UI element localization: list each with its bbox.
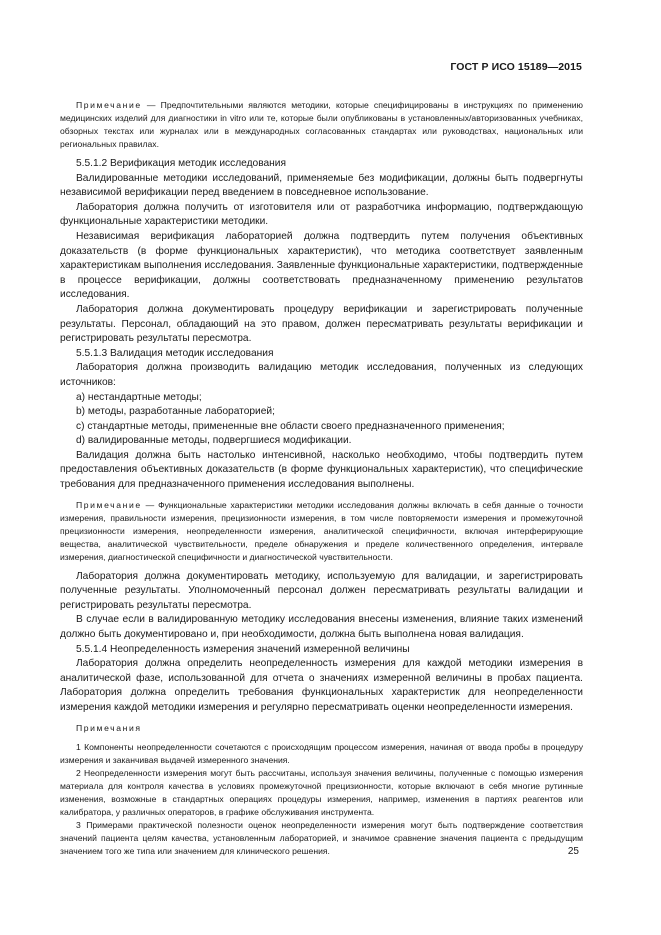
note-label: Примечание xyxy=(76,100,142,110)
note-text: — Предпочтительными являются методики, которые специфицированы в инструкциях по применению медицинских изделий для диагностики in vitro или те, которые были опубликованы в установленных/авторизованных учебниках, обзорных текстах или журналах или в международных согласованных стандартах или руководствах, национальных или региональных правилах. xyxy=(60,100,583,149)
standard-header: ГОСТ Р ИСО 15189—2015 xyxy=(450,61,582,73)
note-label: Примечание xyxy=(76,499,142,510)
list-item: d) валидированные методы, подвергшиеся модификации. xyxy=(76,435,352,447)
page-number: 25 xyxy=(567,846,579,857)
paragraph: Лаборатория должна определить неопределенность измерения для каждой методики измерения в аналитической фазе, использованной для отчета о значениях измеренной величины в пробах пациента. Лаборатория должна определить требования функциональных характеристик для неопределенности измерения каждой методики измерения и регулярно пересматривать оценки неопределенности измерения. xyxy=(60,658,583,713)
paragraph: Лаборатория должна документировать методику, используемую для валидации, и зарегистрировать полученные результаты. Уполномоченный персонал должен пересматривать результаты валидации и регистрировать результаты пересмотра. xyxy=(60,570,583,611)
note-paragraph xyxy=(60,99,583,151)
list-item: a) нестандартные методы; xyxy=(76,391,202,403)
note-text: — Функциональные характеристики методики исследования должны включать в себя данные о точности измерения, правильности измерения, прецизионности измерения, в том числе повторяемости измерения и промежуточной прецизионности измерения, неопределенности измерения, аналитической специфичности, включая интерферирующие вещества, аналитической чувствительности, пределе обнаружения и пределе количественного определения, интервале измерения, диагностической специфичности и диагностической чувствительности. xyxy=(60,499,583,562)
section-heading-5513: 5.5.1.3 Валидация методик исследования xyxy=(76,347,274,359)
paragraph: Валидация должна быть настолько интенсивной, насколько необходимо, чтобы подтвердить путем предоставления объективных доказательств (в форме функциональных характеристик), что специфические требования для предназначенного применения исследования выполнены. xyxy=(60,449,583,491)
page-content xyxy=(60,99,583,858)
paragraph: Лаборатория должна получить от изготовителя или от разработчика информацию, подтверждающую функциональные характеристики методики. xyxy=(60,201,583,228)
paragraph: В случае если в валидированную методику исследования внесены изменения, влияние таких изменений должно быть документировано и, при необходимости, должна быть выполнена новая валидация. xyxy=(60,614,583,641)
paragraph: Лаборатория должна документировать процедуру верификации и зарегистрировать полученные результаты. Персонал, обладающий на это правом, должен пересматривать результаты верификации и регистрировать результаты пересмотра. xyxy=(60,303,583,345)
paragraph: Валидированные методики исследований, применяемые без модификации, должны быть подвергнуты независимой верификации перед введением в повседневное использование. xyxy=(60,172,583,199)
paragraph: Независимая верификация лабораторией должна подтвердить путем получения объективных доказательств (в форме функциональных характеристик), что методика соответствует заявленным характеристикам выполнения исследования. Заявленные функциональные характеристики, подтвержденные в процессе верификации, должны соответствовать предназначенному применению результатов исследования. xyxy=(60,230,583,301)
section-heading-5512: 5.5.1.2 Верификация методик исследования xyxy=(76,158,287,169)
paragraph: Лаборатория должна производить валидацию методик исследования, полученных из следующих источников: xyxy=(60,362,583,388)
numbered-note: 3 Примерами практической полезности оценок неопределенности измерения могут быть подтверждение соответствия значений пациента целям качества, установленным лабораторией, и значимое сравнение значения пациента с предыдущим значением того же типа или значением для клинического решения. xyxy=(60,819,583,856)
list-item: c) стандартные методы, примененные вне области своего предназначенного применения; xyxy=(76,420,505,432)
numbered-note: 1 Компоненты неопределенности сочетаются с происходящим процессом измерения, начиная от ввода пробы в процедуру измерения и заканчивая выдачей измеренного значения. xyxy=(60,741,583,765)
notes-label: Примечания xyxy=(76,722,142,733)
section-heading-5514: 5.5.1.4 Неопределенность измерения значений измеренной величины xyxy=(76,643,410,655)
note-paragraph xyxy=(60,499,583,564)
list-item: b) методы, разработанные лабораторией; xyxy=(76,406,275,418)
numbered-note: 2 Неопределенности измерения могут быть рассчитаны, используя значения величины, полученные с помощью измерения материала для контроля качества в условиях промежуточной прецизионности, которые включают в себя многие рутинные изменения, возможные в стандартных операциях процедуры измерения, например, изменения в партиях реагентов или калибратора, у различных операторов, в графике обслуживания инструмента. xyxy=(60,767,583,817)
